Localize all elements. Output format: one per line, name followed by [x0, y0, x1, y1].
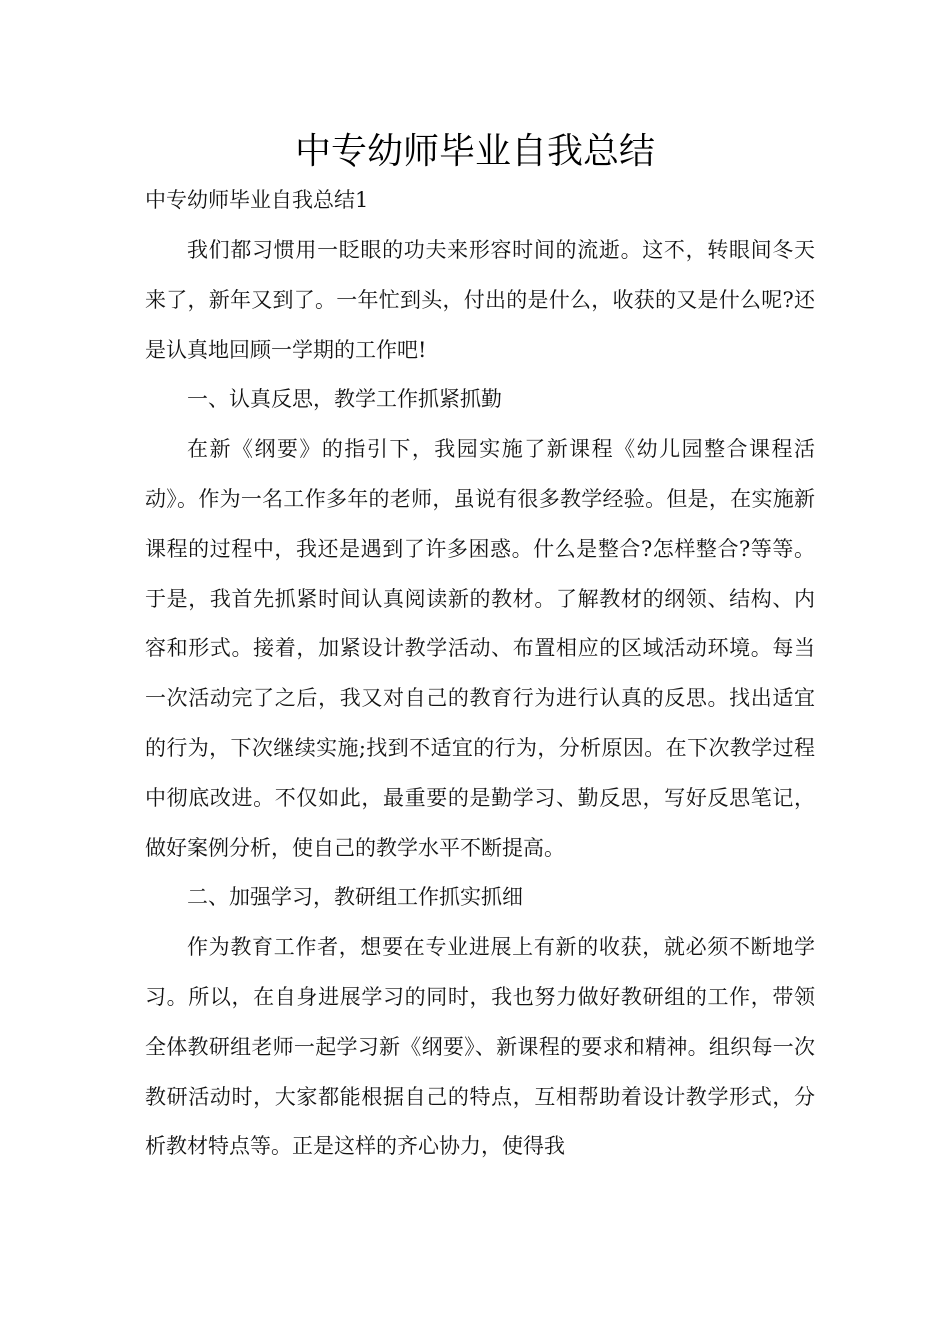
section-2-paragraph: 作为教育工作者，想要在专业进展上有新的收获，就必须不断地学习。所以，在自身进展学习的同时，我也努力做好教研组的工作，带领全体教研组老师一起学习新《纲要》、新课程的要求和精神。组织每一次教研活动时，大家都能根据自己的特点，互相帮助着设计教学形式，分析教材特点等。正是这样的齐心协力，使得我	[145, 935, 815, 1159]
intro-paragraph: 我们都习惯用一眨眼的功夫来形容时间的流逝。这不，转眼间冬天来了，新年又到了。一年忙到头，付出的是什么，收获的又是什么呢?还是认真地回顾一学期的工作吧!	[145, 238, 815, 362]
section-heading-2: 二、加强学习，教研组工作抓实抓细	[187, 885, 523, 910]
document-body	[145, 226, 815, 1172]
document-title: 中专幼师毕业自我总结	[294, 131, 655, 172]
section-1-paragraph: 在新《纲要》的指引下，我园实施了新课程《幼儿园整合课程活动》。作为一名工作多年的老师，虽说有很多教学经验。但是，在实施新课程的过程中，我还是遇到了许多困惑。什么是整合?怎样整合?等等。于是，我首先抓紧时间认真阅读新的教材。了解教材的纲领、结构、内容和形式。接着，加紧设计教学活动、布置相应的区域活动环境。每当一次活动完了之后，我又对自己的教育行为进行认真的反思。找出适宜的行为，下次继续实施;找到不适宜的行为，分析原因。在下次教学过程中彻底改进。不仅如此，最重要的是勤学习、勤反思，写好反思笔记，做好案例分析，使自己的教学水平不断提高。	[145, 437, 815, 860]
section-heading-1: 一、认真反思，教学工作抓紧抓勤	[187, 387, 502, 412]
document-subtitle: 中专幼师毕业自我总结1	[145, 188, 369, 212]
